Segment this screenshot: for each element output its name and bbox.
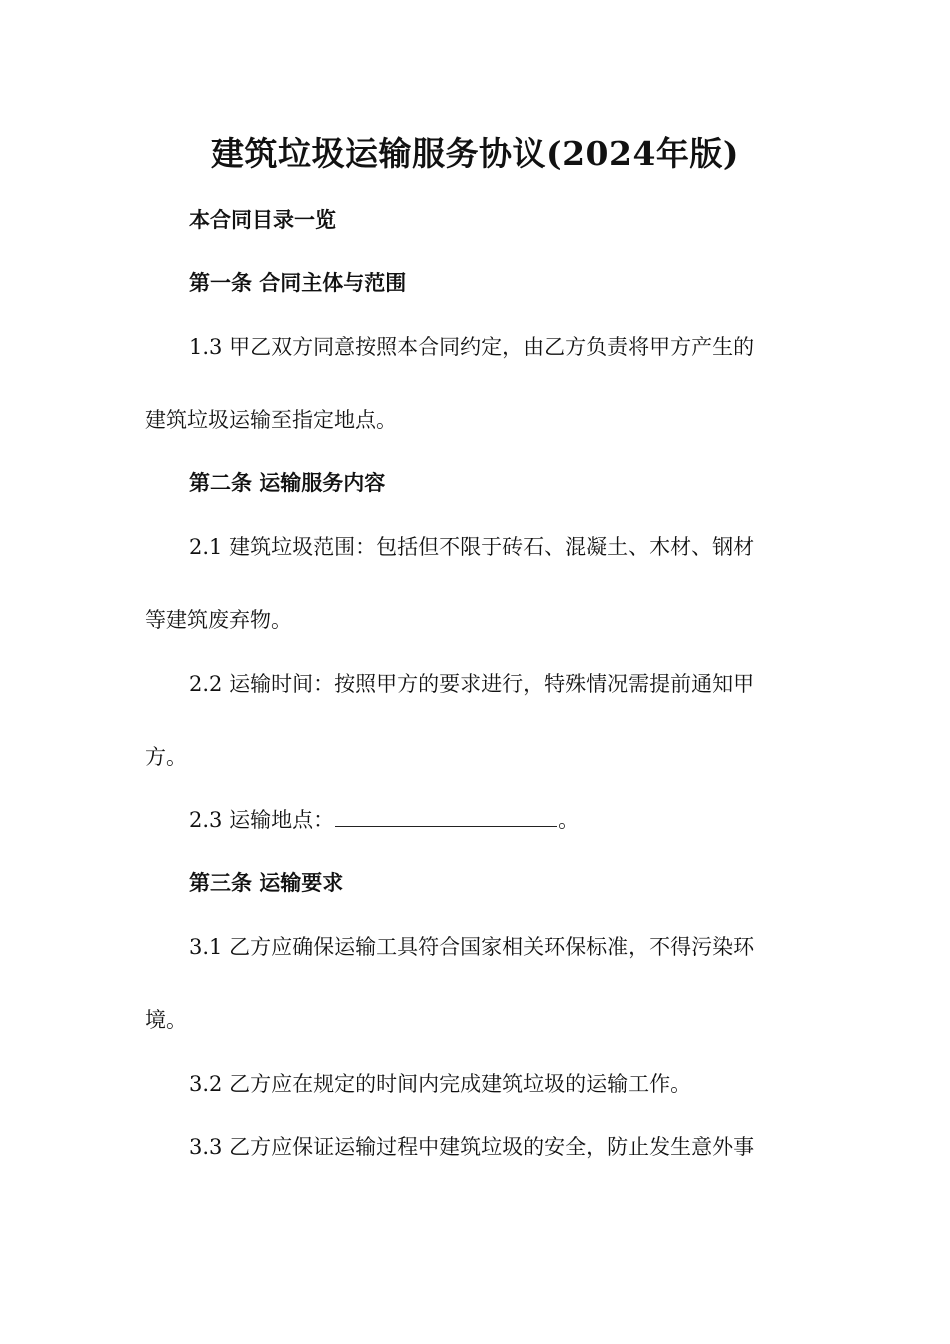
- paragraph-3-1-line-1: 3.1 乙方应确保运输工具符合国家相关环保标准，不得污染环: [189, 935, 755, 959]
- paragraph-1-3-line-2: 建筑垃圾运输至指定地点。: [145, 408, 397, 432]
- paragraph-2-3-end: 。: [558, 808, 580, 832]
- article-1-heading: 第一条 合同主体与范围: [189, 270, 407, 295]
- toc-heading: 本合同目录一览: [189, 207, 336, 232]
- paragraph-2-2-line-1: 2.2 运输时间：按照甲方的要求进行，特殊情况需提前通知甲: [189, 672, 755, 696]
- paragraph-2-3-label: 2.3 运输地点：: [189, 808, 335, 832]
- article-2-heading: 第二条 运输服务内容: [189, 470, 386, 495]
- paragraph-2-3: [189, 803, 810, 837]
- paragraph-2-1-line-2: 等建筑废弃物。: [145, 608, 292, 632]
- paragraph-2-1-line-1: 2.1 建筑垃圾范围：包括但不限于砖石、混凝土、木材、钢材: [189, 535, 755, 559]
- paragraph-3-1-line-2: 境。: [145, 1008, 187, 1032]
- document-title: 建筑垃圾运输服务协议(2024年版): [210, 134, 740, 173]
- paragraph-2-2-line-2: 方。: [145, 745, 187, 769]
- paragraph-3-3-line-1: 3.3 乙方应保证运输过程中建筑垃圾的安全，防止发生意外事: [189, 1135, 755, 1159]
- paragraph-3-2-line-1: 3.2 乙方应在规定的时间内完成建筑垃圾的运输工作。: [189, 1072, 692, 1096]
- paragraph-1-3-line-1: 1.3 甲乙双方同意按照本合同约定，由乙方负责将甲方产生的: [189, 335, 755, 359]
- location-blank-line: [335, 804, 557, 827]
- article-3-heading: 第三条 运输要求: [189, 870, 344, 895]
